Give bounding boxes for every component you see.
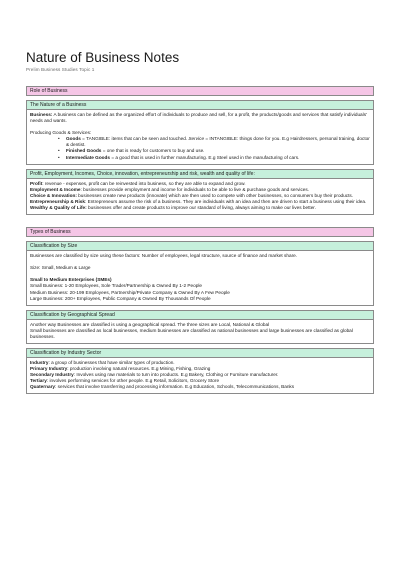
size-list: Size: Small, Medium & Large (30, 265, 91, 271)
secondary-item: Secondary Industry: Involves using raw materials to turn into products. E.g Bakery, Clothing or Furniture manufacturer. (30, 372, 279, 378)
entrepreneurship-item: Entrepreneurship & Risk: Entrepreneurs assume the risk of a business. They are individuals with an idea and then are driven to start a business using their idea. (30, 198, 367, 204)
profit-item: Profit: revenue - expenses, profit can be reinvested into business, so they are able to expand and grow. (30, 180, 246, 186)
size-intro: Businesses are classified by size using these factors: Number of employees, legal structure, source of finance and market share. (30, 253, 298, 259)
list-item: • Goods = TANGIBLE: items that can be seen and touched. Service = INTANGIBLE: things done for you. E.g Hairdressers, personal training, doctor & dentist. (66, 136, 370, 148)
section-classification-size: Classification by Size (26, 241, 374, 251)
nature-box (26, 110, 374, 165)
producing-heading: Producing Goods & Services: (30, 130, 92, 136)
section-role-of-business: Role of Business (26, 86, 374, 96)
business-definition: Business: A business can be defined as the organized effort of individuals to produce and sell, for a profit, the products/goods and services that satisfy individuals' needs and wants. (30, 112, 367, 124)
size-box (26, 251, 374, 306)
employment-item: Employment & Income: businesses provide employment and income for individuals to be able to live & purchase goods and services. (30, 186, 310, 192)
geo-box (26, 320, 374, 344)
primary-item: Primary Industry: production involving natural resources. E.g Mining, Fishing, Grazing (30, 366, 211, 372)
tertiary-item: Tertiary: involves performing services for other people. E.g Retail, Solicitors, Grocery Store (30, 378, 220, 384)
geo-line-2: Small businesses are classified as local businesses, medium businesses are classified as national businesses and large businesses are classified as global businesses. (30, 327, 353, 339)
industry-item: Industry: a group of businesses that have similar types of production. (30, 359, 175, 365)
list-item: • Intermediate Goods = a good that is used in further manufacturing. E.g Steel used in the manufacturing of cars. (66, 155, 370, 161)
list-item: • Finished Goods = one that is ready for customers to buy and use. (66, 148, 370, 154)
section-profit: Profit, Employment, Incomes, Choice, innovation, entrepreneurship and risk, wealth and quality of life: (26, 169, 374, 179)
goods-list (30, 136, 370, 160)
page-subtitle: Prelim Business Studies Topic 1 (26, 67, 95, 72)
industry-box (26, 358, 374, 394)
wealth-item: Wealthy & Quality of Life: businesses offer and create products to improve our standard of living, always aiming to make our lives better. (30, 205, 316, 211)
small-business: Small Business: 1-20 Employees, Sole Trader/Partnership & Owned By 1-2 People (30, 283, 202, 289)
medium-business: Medium Business: 20-199 Employees, Partnership/Private Company & Owned By A Few People (30, 289, 230, 295)
page-title: Nature of Business Notes (26, 50, 180, 65)
geo-line-1: Another way Businesses are classified is using a geographical spread. The three sizes are Local, National & Global (30, 321, 270, 327)
sme-heading: Small to Medium Enterprises (SMEs) (30, 277, 112, 283)
section-types-of-business: Types of Business (26, 227, 374, 237)
choice-item: Choice & Innovation: businesses create new products (innovate) which are then used to compete with other businesses, so consumers buy their products. (30, 192, 354, 198)
large-business: Large Business: 200+ Employees, Public Company & Owned By Thousands Of People (30, 295, 211, 301)
quaternary-item: Quaternary: services that involve transferring and processing information. E.g Education, Schools, Telecommunications, Banks (30, 384, 295, 390)
section-classification-geo: Classification by Geographical Spread (26, 310, 374, 320)
section-nature-of-business: The Nature of a Business (26, 100, 374, 110)
section-classification-industry: Classification by Industry Sector (26, 348, 374, 358)
profit-box (26, 179, 374, 215)
